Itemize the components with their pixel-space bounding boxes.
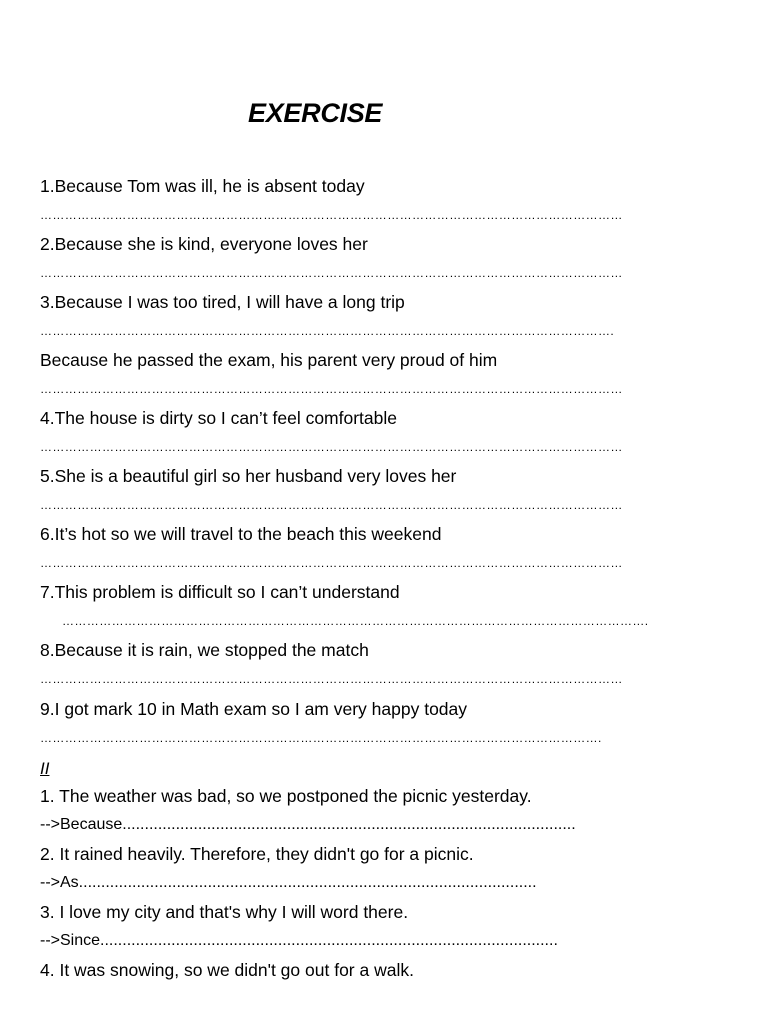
exercise-item	[40, 176, 365, 196]
answer-blank: ……………………………………………………………………………………………………………………………	[40, 672, 623, 686]
item-sentence: Because it is rain, we stopped the match	[54, 640, 369, 660]
item-sentence: This problem is difficult so I can’t understand	[54, 582, 400, 602]
item-sentence: Because she is kind, everyone loves her	[54, 234, 368, 254]
item-number: 1.	[40, 176, 55, 196]
exercise-item	[40, 582, 400, 602]
exercise-item	[40, 234, 368, 254]
answer-blank: …………………………………………………………………………………………………………………………….	[62, 614, 649, 628]
item-number: 6.	[40, 524, 55, 544]
exercise-item	[40, 640, 369, 660]
answer-blank: ……………………………………………………………………………………………………………………….	[40, 731, 602, 745]
exercise-item	[40, 292, 405, 312]
answer-prompt: -->As.......................................................................................................	[40, 874, 537, 891]
item-sentence: It’s hot so we will travel to the beach this weekend	[54, 524, 442, 544]
item-sentence: She is a beautiful girl so her husband very loves her	[54, 466, 457, 486]
answer-blank: ……………………………………………………………………………………………………………………………	[40, 440, 623, 454]
answer-prompt: -->Because......................................................................................................	[40, 816, 576, 833]
answer-blank: ………………………………………………………………………………………………………………………….	[40, 324, 615, 338]
section-label: II	[40, 759, 50, 778]
item-number: 9.	[40, 699, 55, 719]
answer-blank: ……………………………………………………………………………………………………………………………	[40, 208, 623, 222]
item-number: 8.	[40, 640, 55, 660]
answer-blank: ……………………………………………………………………………………………………………………………	[40, 556, 623, 570]
item-sentence: The house is dirty so I can’t feel comfortable	[54, 408, 397, 428]
answer-blank: ……………………………………………………………………………………………………………………………	[40, 382, 623, 396]
page-title	[248, 98, 382, 129]
item-sentence: Because he passed the exam, his parent very proud of him	[40, 350, 498, 370]
title-text: EXERCISE	[248, 98, 383, 128]
item-number: 5.	[40, 466, 55, 486]
item-sentence: Because Tom was ill, he is absent today	[54, 176, 365, 196]
item-number: 7.	[40, 582, 55, 602]
exercise-item: 3. I love my city and that's why I will word there.	[40, 902, 409, 922]
answer-blank: ……………………………………………………………………………………………………………………………	[40, 498, 623, 512]
exercise-item	[40, 699, 467, 719]
exercise-item: 4. It was snowing, so we didn't go out for a walk.	[40, 960, 414, 980]
exercise-item	[40, 466, 456, 486]
item-number: 2.	[40, 234, 55, 254]
answer-prompt: -->Since.......................................................................................................	[40, 932, 558, 949]
item-number: 4.	[40, 408, 55, 428]
exercise-item	[40, 350, 497, 370]
exercise-item	[40, 408, 397, 428]
exercise-item: 1. The weather was bad, so we postponed the picnic yesterday.	[40, 786, 532, 806]
exercise-item: 2. It rained heavily. Therefore, they didn't go for a picnic.	[40, 844, 474, 864]
answer-blank: ……………………………………………………………………………………………………………………………	[40, 266, 623, 280]
item-number: 3.	[40, 292, 55, 312]
exercise-item	[40, 524, 441, 544]
item-sentence: I got mark 10 in Math exam so I am very happy today	[54, 699, 468, 719]
item-sentence: Because I was too tired, I will have a long trip	[54, 292, 405, 312]
